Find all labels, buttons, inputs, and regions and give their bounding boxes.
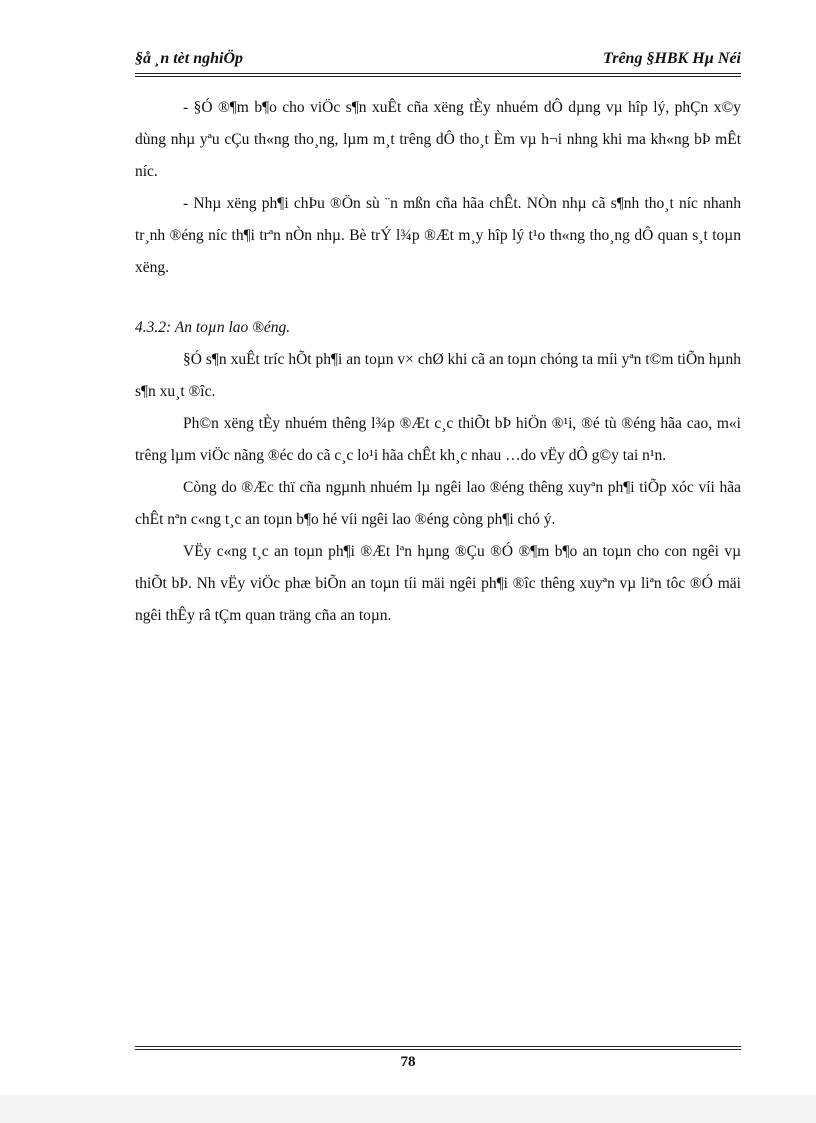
page-header bbox=[135, 48, 741, 72]
paragraph: Ph©n xëng tÈy nhuém thêng l¾p ®Æt c¸c thiÕt bÞ hiÖn ®¹i, ®é tù ®éng hãa cao, m«i trêng lµm viÖc nãng ®éc do cã c¸c lo¹i hãa chÊt kh¸c nhau …do vËy dÔ g©y tai n¹n. bbox=[135, 415, 741, 464]
header-rule bbox=[135, 73, 741, 77]
paragraph: §Ó s¶n xuÊt tríc hÕt ph¶i an toµn v× chØ khi cã an toµn chóng ta míi yªn t©m tiÕn hµnh s¶n xu¸t ®îc. bbox=[135, 351, 741, 400]
section-title: 4.3.2: An toµn lao ®éng. bbox=[135, 319, 291, 336]
paragraph: - Nhµ xëng ph¶i chÞu ®Ön sù ¨n mßn cña hãa chÊt. NÒn nhµ cã s¶nh tho¸t níc nhanh tr¸nh ®éng níc th¶i trªn nÒn nhµ. Bè trÝ l¾p ®Æt m¸y hîp lý t¹o th«ng tho¸ng dÔ quan s¸t toµn xëng. bbox=[135, 195, 741, 276]
paragraph: Còng do ®Æc thï cña ngµnh nhuém lµ ngêi lao ®éng thêng xuyªn ph¶i tiÕp xóc víi hãa chÊt nªn c«ng t¸c an toµn b¶o hé víi ngêi lao ®éng còng ph¶i chó ý. bbox=[135, 479, 741, 528]
page-bottom-margin bbox=[0, 1095, 816, 1123]
page-number: 78 bbox=[400, 1054, 416, 1070]
document-body bbox=[135, 92, 741, 632]
paragraph: VËy c«ng t¸c an toµn ph¶i ®Æt lªn hµng ®Çu ®Ó ®¶m b¶o an toµn cho con ngêi vµ thiÕt bÞ. Nh vËy viÖc phæ biÕn an toµn tíi mäi ngêi ph¶i ®îc thêng xuyªn vµ liªn tôc ®Ó mäi ngêi thÊy râ tÇm quan träng cña an toµn. bbox=[135, 543, 741, 624]
footer-rule bbox=[135, 1046, 741, 1050]
header-left-title: §å ¸n tèt nghiÖp bbox=[135, 50, 244, 67]
paragraph: - §Ó ®¶m b¶o cho viÖc s¶n xuÊt cña xëng tÈy nhuém dÔ dµng vµ hîp lý, phÇn x©y dùng nhµ yªu cÇu th«ng tho¸ng, lµm m¸t trêng dÔ tho¸t Èm vµ h¬i nhng khi ma kh«ng bÞ mÊt níc. bbox=[135, 99, 741, 180]
header-right-title: Trêng §HBK Hµ Néi bbox=[603, 50, 741, 67]
